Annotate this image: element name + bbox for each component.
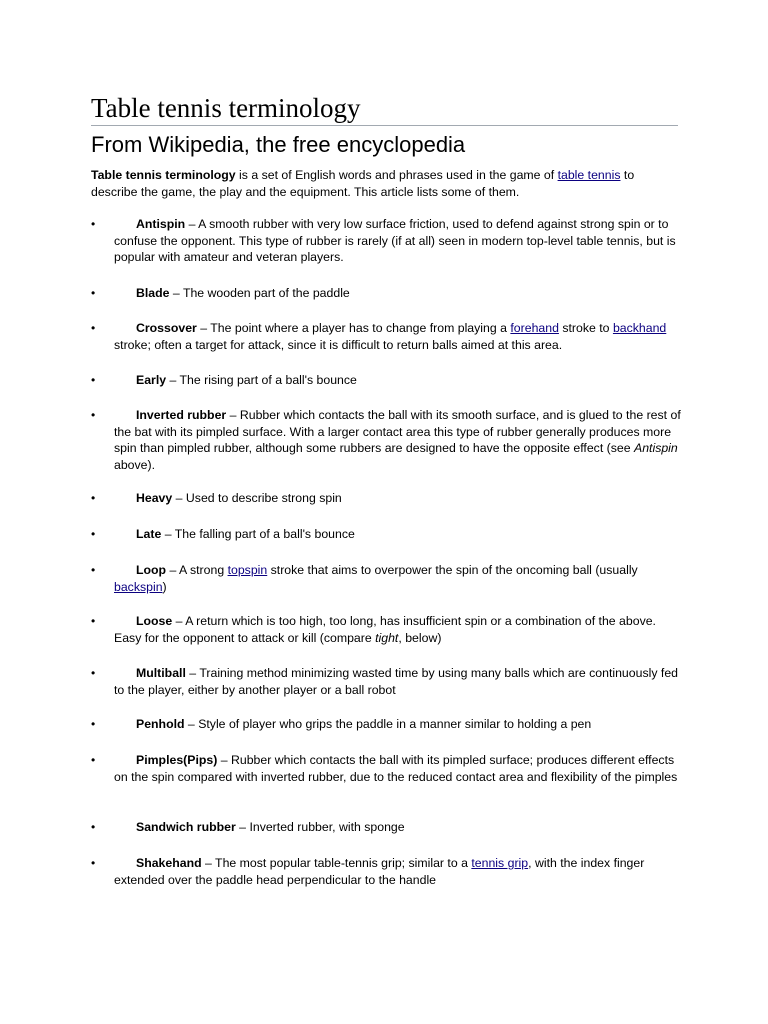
definition-text: , with the index finger extended over the paddle head perpendicular to the handle — [114, 856, 645, 887]
bullet-icon: • — [91, 217, 96, 231]
term-loose: Loose — [136, 614, 173, 628]
term-early: Early — [136, 373, 167, 387]
term-loop: Loop — [136, 563, 167, 577]
term-heavy: Heavy — [136, 491, 173, 505]
backspin-link[interactable]: backspin — [114, 579, 163, 594]
term-penhold: Penhold — [136, 717, 185, 731]
definition-text: , below) — [398, 630, 442, 645]
list-item-late — [91, 526, 684, 543]
definition-text: – The wooden part of the paddle — [169, 286, 350, 300]
backhand-link[interactable]: backhand — [612, 321, 667, 335]
bullet-icon: • — [91, 408, 96, 422]
list-item-inverted-rubber — [91, 407, 684, 473]
term-blade: Blade — [136, 286, 170, 300]
list-item-early — [91, 372, 684, 389]
bullet-icon: • — [91, 666, 96, 680]
definition-text: stroke to — [558, 321, 613, 335]
topspin-link[interactable]: topspin — [227, 563, 268, 577]
bullet-icon: • — [91, 856, 96, 870]
term-sandwich-rubber: Sandwich rubber — [136, 820, 236, 834]
list-item-heavy — [91, 490, 684, 507]
list-item-penhold — [91, 716, 684, 733]
definition-text: – Rubber which contacts the ball with its smooth surface, and is glued to the rest of the bat with its pimpled surface. With a larger contact area this type of rubber generally produces more spin than pimpled rubber, although some rubbers are designed to have the opposite effect (see — [114, 408, 681, 455]
term-antispin: Antispin — [136, 217, 186, 231]
definition-text: – Used to describe strong spin — [172, 491, 342, 505]
intro-paragraph — [91, 167, 683, 200]
bullet-icon: • — [91, 527, 96, 541]
table-tennis-link[interactable]: table tennis — [557, 168, 621, 182]
definition-text: stroke that aims to overpower the spin of the oncoming ball (usually — [267, 563, 638, 577]
definition-text: stroke; often a target for attack, since it is difficult to return balls aimed at this area. — [114, 337, 563, 352]
bullet-icon: • — [91, 563, 96, 577]
term-late: Late — [136, 527, 162, 541]
title-divider — [91, 125, 678, 126]
intro-text: to describe the game, the play and the equipment. This article lists some of them. — [91, 168, 635, 199]
bullet-icon: • — [91, 717, 96, 731]
tennis-grip-link[interactable]: tennis grip — [471, 856, 529, 870]
antispin-italic: Antispin — [634, 441, 678, 455]
definition-text: – A strong — [166, 563, 228, 577]
page-subtitle: From Wikipedia, the free encyclopedia — [91, 132, 466, 157]
term-pimples: Pimples(Pips) — [136, 753, 218, 767]
bullet-icon: • — [91, 321, 96, 335]
term-multiball: Multiball — [136, 666, 186, 680]
term-crossover: Crossover — [136, 321, 197, 335]
list-item-loop — [91, 562, 684, 595]
bullet-icon: • — [91, 491, 96, 505]
list-item-blade — [91, 285, 684, 302]
definition-text: – The falling part of a ball's bounce — [161, 527, 355, 541]
definition-text: – Inverted rubber, with sponge — [235, 820, 405, 834]
definition-text: – The most popular table-tennis grip; similar to a — [201, 856, 472, 870]
intro-text: is a set of English words and phrases used in the game of — [235, 168, 558, 182]
list-item-sandwich-rubber — [91, 819, 684, 836]
list-item-crossover — [91, 320, 684, 353]
bullet-icon: • — [91, 820, 96, 834]
list-item-multiball — [91, 665, 684, 698]
definition-text: – The point where a player has to change from playing a — [196, 321, 511, 335]
bullet-icon: • — [91, 373, 96, 387]
bullet-icon: • — [91, 753, 96, 767]
definition-text: – A return which is too high, too long, has insufficient spin or a combination of the above. Easy for the opponent to attack or kill (compare — [114, 614, 656, 645]
definition-text: – Rubber which contacts the ball with its pimpled surface; produces different effects on the spin compared with inverted rubber, due to the reduced contact area and flexibility of the pimples — [114, 753, 678, 784]
list-item-loose — [91, 613, 684, 646]
tight-italic: tight — [375, 630, 399, 645]
forehand-link[interactable]: forehand — [510, 321, 559, 335]
definition-text: above). — [114, 457, 156, 472]
list-item-shakehand — [91, 855, 684, 888]
bullet-icon: • — [91, 614, 96, 628]
definition-text: – Style of player who grips the paddle in a manner similar to holding a pen — [184, 717, 592, 731]
definition-text: – A smooth rubber with very low surface friction, used to defend against strong spin or to confuse the opponent. This type of rubber is rarely (if at all) seen in modern top-level table tennis, but is popular with amateur and veteran players. — [114, 217, 676, 264]
definition-text: – Training method minimizing wasted time by using many balls which are continuously fed to the player, either by another player or a ball robot — [114, 666, 678, 697]
page-title: Table tennis terminology — [91, 93, 361, 123]
term-inverted-rubber: Inverted rubber — [136, 408, 227, 422]
definition-text: ) — [162, 579, 167, 594]
bullet-icon: • — [91, 286, 96, 300]
intro-bold-term: Table tennis terminology — [91, 168, 236, 182]
list-item-pimples — [91, 752, 684, 785]
term-shakehand: Shakehand — [136, 856, 202, 870]
definition-text: – The rising part of a ball's bounce — [166, 373, 357, 387]
list-item-antispin — [91, 216, 684, 266]
